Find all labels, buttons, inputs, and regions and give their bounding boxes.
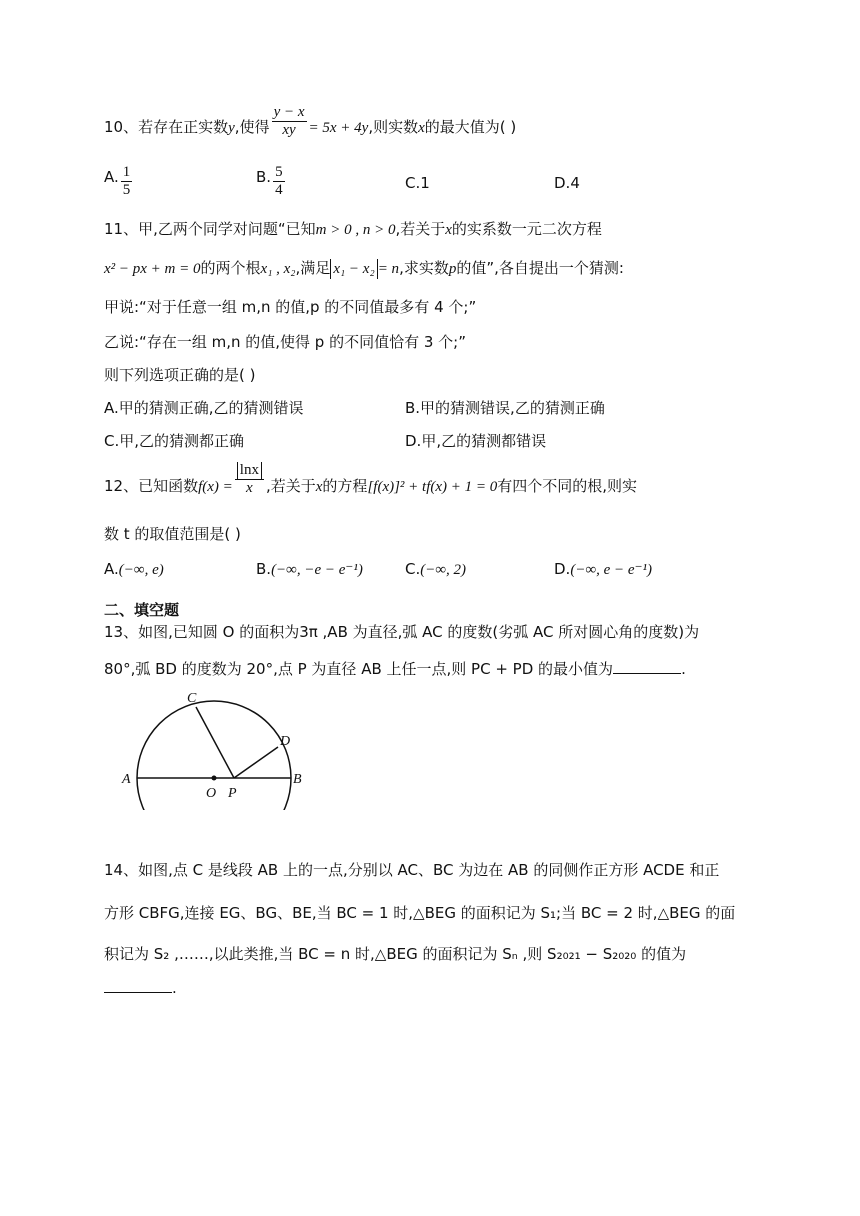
- q12-abs-lnx: lnx: [237, 462, 262, 479]
- q12-option-c: [405, 560, 466, 579]
- section-title: 二、填空题: [104, 601, 180, 619]
- segment-pd: [234, 747, 278, 778]
- q10-text: ,则实数: [368, 118, 419, 136]
- q13-text: .: [681, 660, 686, 678]
- q10-option-c: C.1: [405, 174, 430, 192]
- q13-answer-blank[interactable]: [613, 659, 681, 674]
- q10-number: 10、: [104, 118, 139, 136]
- q11-yi: 乙说:“存在一组 m,n 的值,使得 p 的不同值恰有 3 个;”: [104, 333, 466, 351]
- option-value: (−∞, 2): [420, 562, 467, 578]
- q10-stem: [104, 104, 517, 139]
- option-label: B.: [256, 560, 272, 578]
- q11-line2: [104, 258, 624, 279]
- option-label: D.: [554, 560, 571, 578]
- q10-text: 的最大值为( ): [424, 118, 517, 136]
- q11-text: 的两个根: [200, 259, 261, 277]
- q11-equation: x² − px + m = 0: [104, 261, 201, 277]
- q14-text: .: [172, 979, 177, 997]
- option-fraction: [273, 164, 285, 199]
- q12-option-d: [554, 560, 652, 579]
- frac-num: 5: [275, 164, 283, 180]
- label-b: B: [293, 772, 302, 787]
- frac-den: 4: [275, 182, 283, 198]
- q10-text: ,使得: [234, 118, 270, 136]
- q10-text: 若存在正实数: [138, 118, 229, 136]
- q13-line1: 13、如图,已知圆 O 的面积为3π ,AB 为直径,弧 AC 的度数(劣弧 AC 所对圆心角的度数)为: [104, 623, 700, 641]
- q12-option-a: [104, 560, 164, 579]
- option-label: A.: [104, 168, 119, 186]
- option-label: B.: [256, 168, 272, 186]
- frac-den: 5: [122, 182, 131, 198]
- q14-answer-blank[interactable]: [104, 978, 172, 993]
- q11-roots: x₁ , x₂: [260, 261, 296, 277]
- q12-fraction: [235, 462, 264, 497]
- q12-text: 的方程: [322, 477, 368, 495]
- option-value: (−∞, e − e⁻¹): [570, 562, 652, 578]
- q12-option-b: [256, 560, 363, 579]
- q11-option-d: D.甲,乙的猜测都错误: [405, 432, 547, 450]
- q12-equation: [f(x)]² + tf(x) + 1 = 0: [367, 479, 498, 495]
- option-fraction: [121, 164, 133, 199]
- q11-text: ,若关于: [395, 220, 446, 238]
- q10-option-d: D.4: [554, 174, 580, 192]
- q11-abs-value: x₁ − x₂: [330, 259, 377, 279]
- label-a: A: [122, 772, 131, 787]
- q12-text: 有四个不同的根,则实: [497, 477, 638, 495]
- q12-text: 已知函数: [138, 477, 199, 495]
- q11-option-a: A.甲的猜测正确,乙的猜测错误: [104, 399, 304, 417]
- q12-frac-num: [235, 462, 264, 480]
- q11-number: 11、: [104, 220, 139, 238]
- q11-n: = n: [377, 261, 400, 277]
- q14-line2: 方形 CBFG,连接 EG、BG、BE,当 BC = 1 时,△BEG 的面积记为 S₁;当 BC = 2 时,△BEG 的面: [104, 904, 736, 922]
- q11-text: ,求实数: [399, 259, 449, 277]
- q10-option-b: [256, 164, 287, 199]
- label-c: C: [187, 691, 197, 706]
- label-p: P: [228, 786, 237, 801]
- q12-frac-den: x: [246, 480, 253, 496]
- center-point-o: [212, 776, 217, 781]
- q11-option-c: C.甲,乙的猜测都正确: [104, 432, 245, 450]
- label-d: D: [280, 734, 291, 749]
- frac-num: 1: [122, 164, 131, 180]
- q10-var-y: y: [228, 120, 235, 136]
- q12-function: f(x) =: [198, 479, 233, 495]
- q11-text: 的值”,各自提出一个猜测:: [456, 259, 624, 277]
- q11-text: 甲,乙两个同学对问题“已知: [138, 220, 316, 238]
- q11-line1: [104, 219, 602, 240]
- q10-var-x: x: [418, 120, 425, 136]
- q10-option-a: [104, 164, 134, 199]
- q10-frac-num: y − x: [273, 104, 305, 120]
- q10-equation: = 5x + 4y: [308, 120, 369, 136]
- label-o: O: [206, 786, 217, 801]
- q11-condition: m > 0 , n > 0: [315, 222, 396, 238]
- q13-circle-figure: [118, 690, 308, 810]
- q11-text: ,满足: [295, 259, 331, 277]
- q13-line2: [104, 659, 686, 679]
- q10-fraction: [272, 104, 307, 139]
- q14-line3: 积记为 S₂ ,……,以此类推,当 BC = n 时,△BEG 的面积记为 Sₙ ,则 S₂₀₂₁ − S₂₀₂₀ 的值为: [104, 945, 687, 963]
- q12-var-x: x: [315, 479, 323, 495]
- q12-line1: [104, 462, 638, 497]
- q11-var-x: x: [445, 222, 452, 238]
- option-label: C.: [405, 560, 421, 578]
- q12-number: 12、: [104, 477, 139, 495]
- q10-frac-den: xy: [282, 122, 296, 138]
- q11-var-p: p: [448, 261, 457, 277]
- q13-text: 80°,弧 BD 的度数为 20°,点 P 为直径 AB 上任一点,则 PC + PD 的最小值为: [104, 660, 614, 678]
- segment-pc: [196, 707, 234, 778]
- q11-option-b: B.甲的猜测错误,乙的猜测正确: [405, 399, 605, 417]
- q14-line1: 14、如图,点 C 是线段 AB 上的一点,分别以 AC、BC 为边在 AB 的同侧作正方形 ACDE 和正: [104, 861, 720, 879]
- option-value: (−∞, e): [118, 562, 164, 578]
- q14-line4: [104, 978, 177, 998]
- option-value: (−∞, −e − e⁻¹): [271, 562, 363, 578]
- q11-ask: 则下列选项正确的是( ): [104, 366, 256, 384]
- option-label: A.: [104, 560, 119, 578]
- q12-line2: 数 t 的取值范围是( ): [104, 525, 241, 543]
- q11-text: 的实系数一元二次方程: [451, 220, 602, 238]
- q12-text: ,若关于: [265, 477, 316, 495]
- q11-jia: 甲说:“对于任意一组 m,n 的值,p 的不同值最多有 4 个;”: [104, 298, 477, 316]
